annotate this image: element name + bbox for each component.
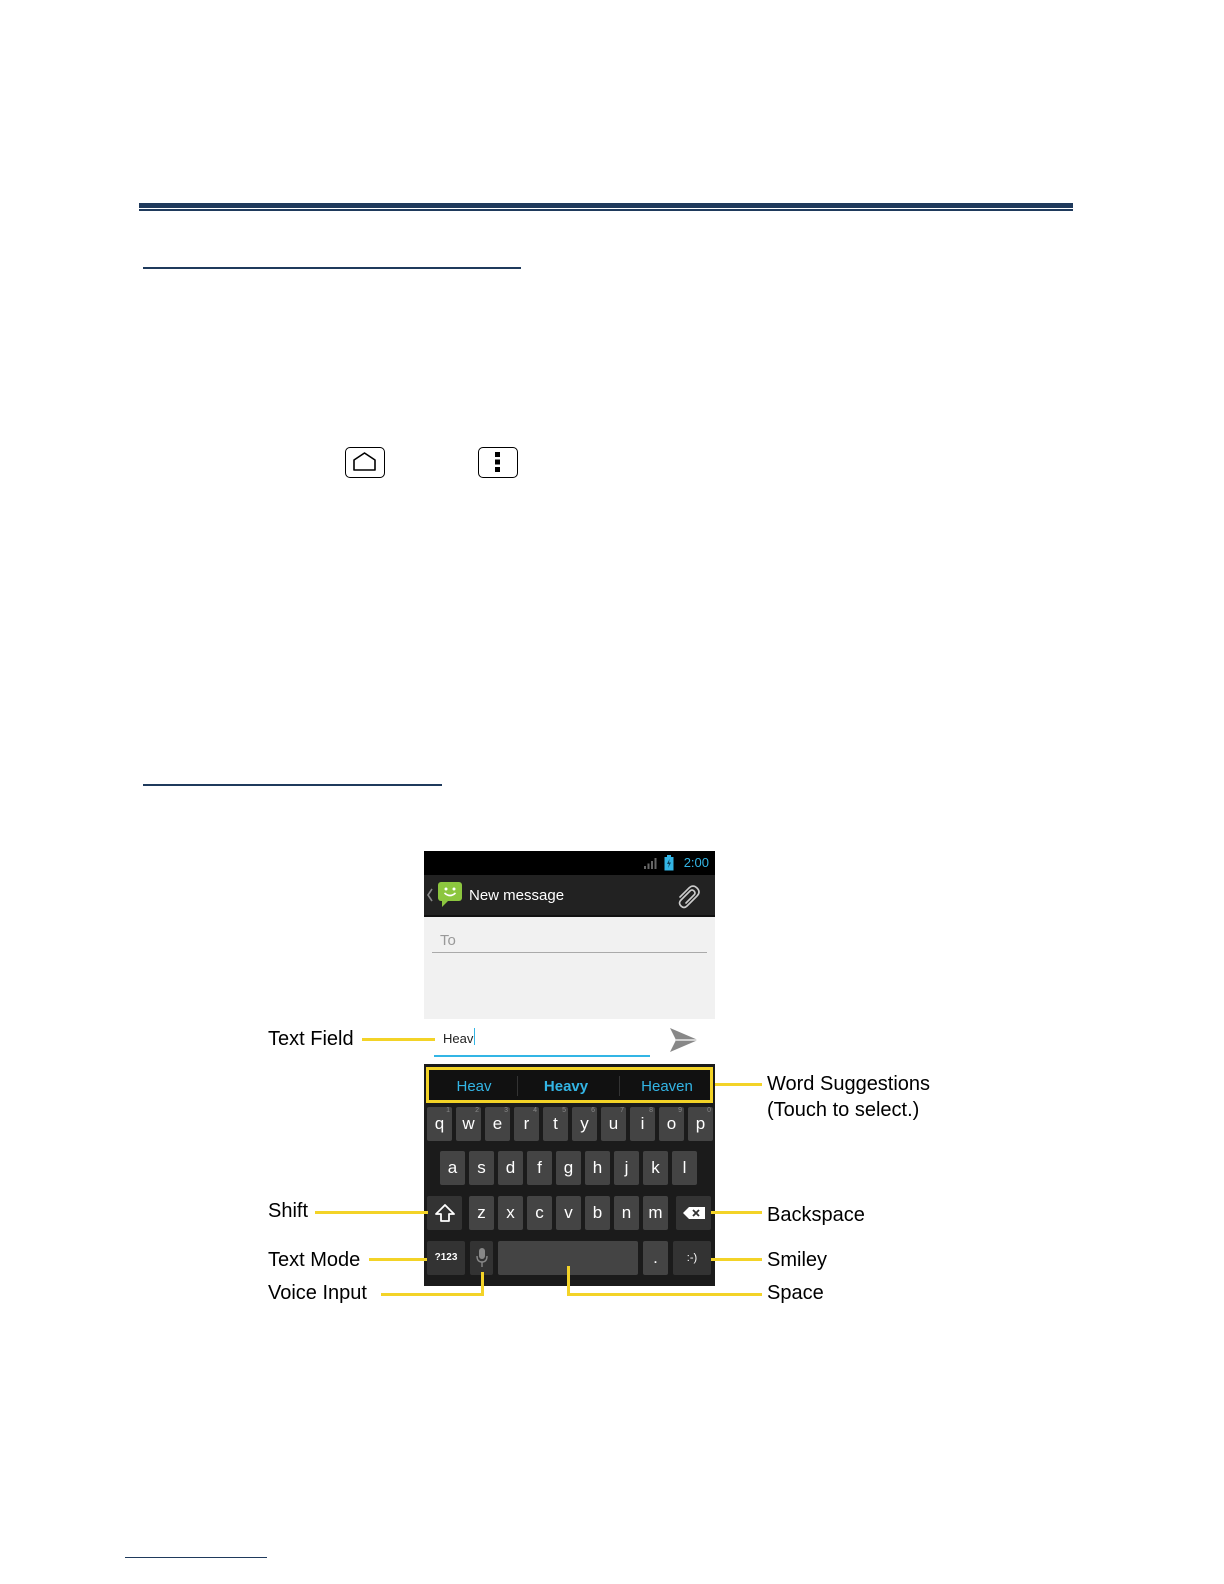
key-f[interactable]: f <box>527 1151 552 1185</box>
key-label: y <box>580 1114 589 1133</box>
word-suggestions-bar <box>426 1067 713 1103</box>
paperclip-icon[interactable] <box>675 883 703 909</box>
key-label: w <box>462 1114 475 1133</box>
key-label: u <box>608 1114 619 1133</box>
section-heading-underline <box>143 267 521 269</box>
key-label: q <box>434 1114 445 1133</box>
key-e[interactable] <box>485 1107 510 1141</box>
key-hint: 7 <box>620 1107 624 1114</box>
back-chevron-icon[interactable] <box>426 888 434 902</box>
to-field-underline <box>432 952 707 953</box>
key-d[interactable]: d <box>498 1151 523 1185</box>
callout-line-space-vertical <box>567 1266 570 1296</box>
key-label: o <box>666 1114 677 1133</box>
key-m[interactable]: m <box>643 1196 668 1230</box>
suggestion-divider <box>619 1076 620 1096</box>
key-hint: 4 <box>533 1107 537 1114</box>
key-label: p <box>695 1114 706 1133</box>
text-mode-key[interactable]: ?123 <box>427 1241 465 1275</box>
key-p[interactable] <box>688 1107 713 1141</box>
key-c[interactable]: c <box>527 1196 552 1230</box>
send-icon[interactable] <box>668 1026 700 1054</box>
shift-arrow-icon <box>435 1204 455 1222</box>
compose-area <box>424 1019 715 1064</box>
to-field[interactable]: To <box>440 932 456 949</box>
callout-line-smiley <box>711 1258 762 1261</box>
suggestion-typed[interactable]: Heav <box>456 1078 492 1095</box>
action-bar-title: New message <box>469 887 565 904</box>
callout-line-space <box>567 1293 762 1296</box>
key-hint: 6 <box>591 1107 595 1114</box>
suggestion-primary[interactable]: Heavy <box>543 1078 589 1095</box>
status-clock: 2:00 <box>683 855 709 870</box>
key-x[interactable]: x <box>498 1196 523 1230</box>
home-icon <box>345 447 385 478</box>
voice-input-key[interactable] <box>470 1241 493 1275</box>
key-q[interactable] <box>427 1107 452 1141</box>
backspace-key[interactable] <box>676 1196 711 1230</box>
key-s[interactable]: s <box>469 1151 494 1185</box>
callout-line-text-field <box>362 1038 435 1041</box>
callout-line-shift <box>315 1211 428 1214</box>
key-k[interactable]: k <box>643 1151 668 1185</box>
soft-keyboard <box>424 1064 715 1286</box>
callout-shift: Shift <box>268 1200 309 1222</box>
period-key[interactable]: . <box>643 1241 668 1275</box>
key-r[interactable] <box>514 1107 539 1141</box>
key-j[interactable]: j <box>614 1151 639 1185</box>
key-z[interactable]: z <box>469 1196 494 1230</box>
key-hint: 9 <box>678 1107 682 1114</box>
callout-line-voice-input <box>381 1293 484 1296</box>
key-hint: 5 <box>562 1107 566 1114</box>
suggestion-alternate[interactable]: Heaven <box>641 1078 693 1095</box>
phone-screenshot <box>424 851 715 1286</box>
key-y[interactable] <box>572 1107 597 1141</box>
key-l[interactable]: l <box>672 1151 697 1185</box>
callout-word-suggestions-note: (Touch to select.) <box>767 1099 920 1121</box>
key-o[interactable] <box>659 1107 684 1141</box>
callout-line-backspace <box>711 1211 762 1214</box>
message-field-underline <box>434 1055 650 1057</box>
key-t[interactable] <box>543 1107 568 1141</box>
message-text-field[interactable]: Heav <box>443 1031 474 1046</box>
callout-line-voice-input-vertical <box>481 1272 484 1296</box>
signal-icon <box>643 856 659 870</box>
callout-line-word-suggestions <box>715 1083 762 1086</box>
key-label: e <box>492 1114 503 1133</box>
key-v[interactable]: v <box>556 1196 581 1230</box>
callout-smiley: Smiley <box>767 1249 828 1271</box>
menu-icon <box>478 447 518 478</box>
smiley-key[interactable]: :-) <box>673 1241 711 1275</box>
key-hint: 8 <box>649 1107 653 1114</box>
shift-key[interactable] <box>427 1196 462 1230</box>
text-cursor <box>474 1028 475 1045</box>
subsection-heading-underline <box>143 784 442 786</box>
key-g[interactable]: g <box>556 1151 581 1185</box>
key-b[interactable]: b <box>585 1196 610 1230</box>
microphone-icon <box>476 1247 488 1269</box>
header-rule-secondary <box>139 209 1073 211</box>
key-hint: 3 <box>504 1107 508 1114</box>
callout-space: Space <box>767 1282 824 1304</box>
key-hint: 2 <box>475 1107 479 1114</box>
key-n[interactable]: n <box>614 1196 639 1230</box>
key-hint: 0 <box>707 1107 711 1114</box>
callout-backspace: Backspace <box>767 1204 865 1226</box>
status-bar <box>424 851 715 875</box>
header-rule <box>139 203 1073 208</box>
suggestion-divider <box>517 1076 518 1096</box>
backspace-icon <box>682 1206 706 1220</box>
key-hint: 1 <box>446 1107 450 1114</box>
battery-icon <box>664 855 674 871</box>
callout-text-field: Text Field <box>268 1028 354 1050</box>
callout-text-mode: Text Mode <box>268 1249 361 1271</box>
messaging-icon[interactable] <box>436 880 464 908</box>
key-a[interactable]: a <box>440 1151 465 1185</box>
key-label: r <box>523 1114 530 1133</box>
callout-word-suggestions: Word Suggestions <box>767 1073 931 1095</box>
key-label: i <box>640 1114 645 1133</box>
callout-line-text-mode <box>369 1258 427 1261</box>
callout-voice-input: Voice Input <box>268 1282 367 1304</box>
key-u[interactable] <box>601 1107 626 1141</box>
key-w[interactable] <box>456 1107 481 1141</box>
key-i[interactable] <box>630 1107 655 1141</box>
key-label: t <box>553 1114 558 1133</box>
action-bar <box>424 875 715 917</box>
footer-link-underline <box>125 1557 267 1558</box>
key-h[interactable]: h <box>585 1151 610 1185</box>
